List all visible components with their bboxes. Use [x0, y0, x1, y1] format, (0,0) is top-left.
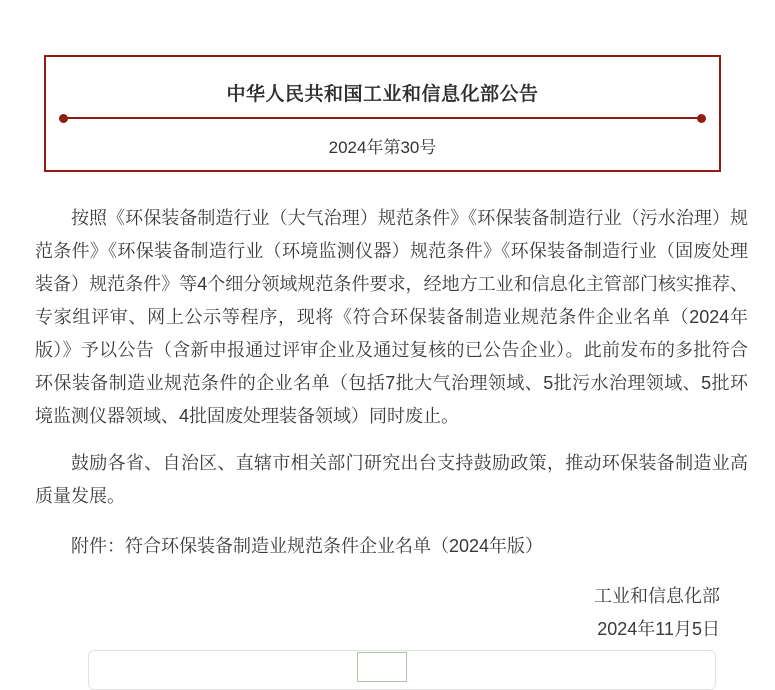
announcement-body: [35, 202, 748, 646]
paragraph-main: 按照《环保装备制造行业（大气治理）规范条件》《环保装备制造行业（污水治理）规范条件》《环保装备制造行业（环境监测仪器）规范条件》《环保装备制造行业（固废处理装备）规范条件》等4个细分领域规范条件要求，经地方工业和信息化主管部门核实推荐、专家组评审、网上公示等程序，现将《符合环保装备制造业规范条件企业名单（2024年版）》予以公告（含新申报通过评审企业及通过复核的已公告企业）。此前发布的多批符合环保装备制造业规范条件的企业名单（包括7批大气治理领域、5批污水治理领域、5批环境监测仪器领域、4批固废处理装备领域）同时废止。: [35, 208, 748, 426]
announcement-header-box: [44, 55, 721, 172]
signature-block: [35, 580, 748, 646]
announcement-title: 中华人民共和国工业和信息化部公告: [226, 84, 539, 105]
paragraph-encouragement: 鼓励各省、自治区、直辖市相关部门研究出台支持鼓励政策，推动环保装备制造业高质量发展。: [35, 453, 748, 506]
attachment-label: 附件：: [71, 536, 125, 556]
signature-date: 2024年11月5日: [597, 619, 720, 639]
decorative-divider: [61, 117, 704, 119]
divider-right-dot: [697, 114, 706, 123]
signature-issuer: 工业和信息化部: [594, 586, 720, 606]
attachment-line: [35, 530, 748, 563]
divider-left-dot: [59, 114, 68, 123]
announcement-issue-number: 2024年第30号: [328, 138, 437, 157]
attachment-title-link[interactable]: 符合环保装备制造业规范条件企业名单（2024年版）: [125, 536, 544, 556]
